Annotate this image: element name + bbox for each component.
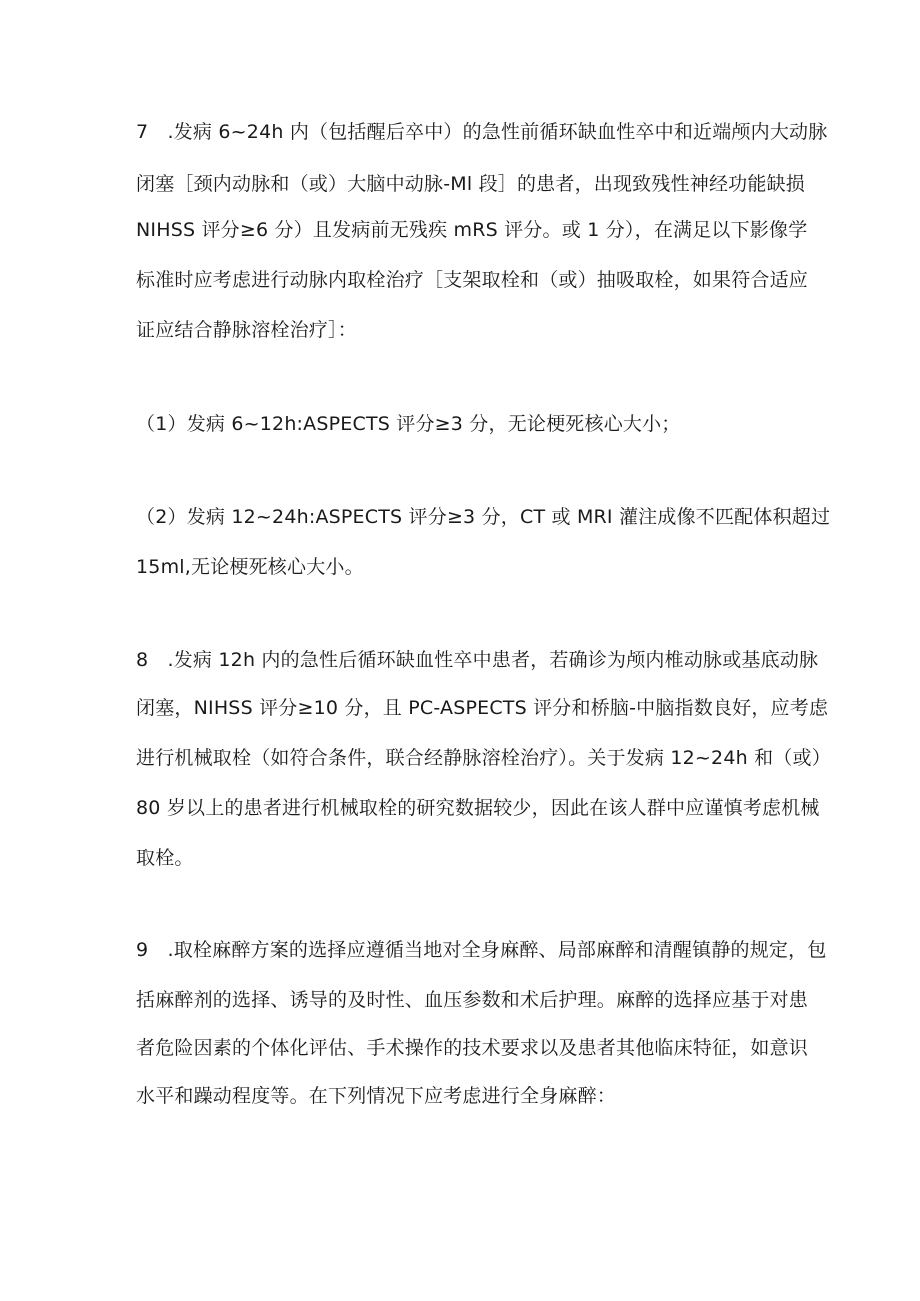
item7-line-1: 7 .发病 6~24h 内（包括醒后卒中）的急性前循环缺血性卒中和近端颅内大动脉 — [136, 121, 828, 143]
item9-line-1: 9 .取栓麻醉方案的选择应遵循当地对全身麻醉、局部麻醉和清醒镇静的规定，包 — [136, 939, 827, 961]
item7-line-3: NIHSS 评分≥6 分）且发病前无残疾 mRS 评分。或 1 分），在满足以下影像学 — [136, 219, 808, 241]
item7-sub2-line-2: 15ml,无论梗死核心大小。 — [136, 556, 364, 578]
item7-line-4: 标准时应考虑进行动脉内取栓治疗［支架取栓和（或）抽吸取栓，如果符合适应 — [136, 269, 809, 291]
item8-line-2: 闭塞，NIHSS 评分≥10 分，且 PC-ASPECTS 评分和桥脑-中脑指数良好，应考虑 — [136, 697, 829, 719]
item8-line-4: 80 岁以上的患者进行机械取栓的研究数据较少，因此在该人群中应谨慎考虑机械 — [136, 797, 820, 819]
item7-sub2-line-1: （2）发病 12~24h:ASPECTS 评分≥3 分，CT 或 MRI 灌注成像不匹配体积超过 — [136, 506, 831, 528]
item9-line-4: 水平和躁动程度等。在下列情况下应考虑进行全身麻醉： — [136, 1085, 617, 1107]
item9-line-3: 者危险因素的个体化评估、手术操作的技术要求以及患者其他临床特征，如意识 — [136, 1037, 809, 1059]
item9-line-2: 括麻醉剂的选择、诱导的及时性、血压参数和术后护理。麻醉的选择应基于对患 — [136, 989, 809, 1011]
item7-sub1: （1）发病 6~12h:ASPECTS 评分≥3 分，无论梗死核心大小； — [136, 413, 681, 435]
item7-line-2: 闭塞［颈内动脉和（或）大脑中动脉-Ml 段］的患者，出现致残性神经功能缺损 — [136, 173, 805, 195]
item8-line-5: 取栓。 — [136, 847, 194, 869]
item7-line-5: 证应结合静脉溶栓治疗］： — [136, 319, 357, 341]
item8-line-3: 进行机械取栓（如符合条件，联合经静脉溶栓治疗）。关于发病 12~24h 和（或） — [136, 747, 831, 769]
item8-line-1: 8 .发病 12h 内的急性后循环缺血性卒中患者，若确诊为颅内椎动脉或基底动脉 — [136, 649, 819, 671]
